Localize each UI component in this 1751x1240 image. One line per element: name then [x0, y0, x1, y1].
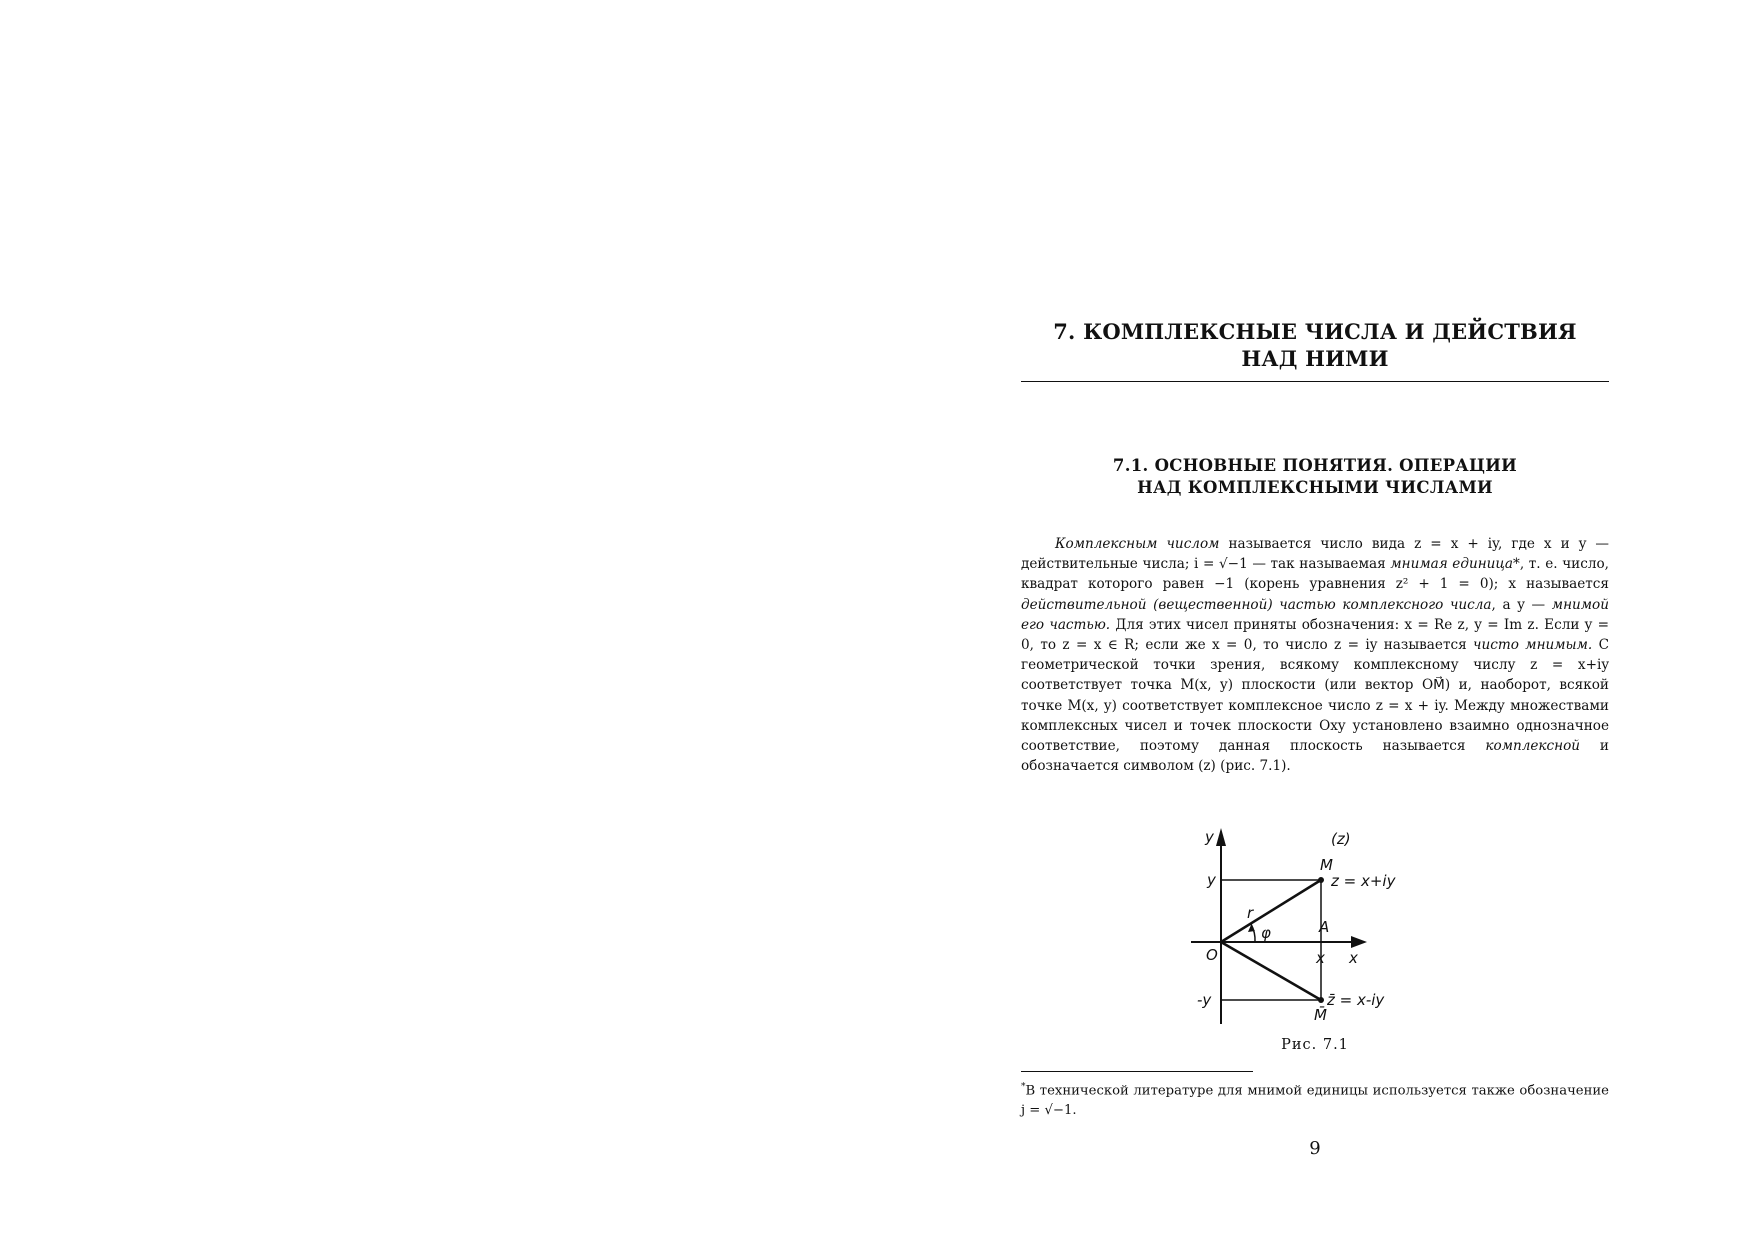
right-page: [1021, 0, 1609, 1240]
term-imaginary-unit: мнимая единица: [1390, 556, 1514, 573]
x-axis-arrow: [1351, 936, 1367, 948]
paragraph-text-4: Для этих чисел приняты обозначения: x = Re z, y = Im z. Если y = 0, то z = x ∈ R; если же x = 0, то число z = iy называется: [1021, 616, 1609, 654]
phi-label: φ: [1261, 924, 1271, 942]
footnote-divider: [1021, 1071, 1253, 1072]
section-title: [1021, 455, 1609, 499]
term-real-part: действительной (вещественной) частью комплексного числа: [1021, 596, 1492, 613]
z-conjugate-label: z̄ = x-iy: [1327, 991, 1385, 1009]
point-m-conjugate-label: M̄: [1314, 1006, 1327, 1024]
term-complex-number: Комплексным числом: [1055, 536, 1220, 552]
y-axis-label: y: [1205, 828, 1214, 846]
complex-plane-diagram: [1181, 822, 1451, 1032]
figure-7-1: [1181, 822, 1451, 1032]
vector-om-conjugate: [1221, 942, 1321, 1000]
vector-om: [1221, 880, 1321, 942]
paragraph-text-5: С геометрической точки зрения, всякому комплексному числу z = x+iy соответствует точка M(x, y) плоскости (или вектор OM⃗) и, наоборот, всякой точке M(x, y) соответствует комплексное число z = x + iy. Между множествами комплексных чисел и точек плоскости Oxy установлено взаимно однозначное соответствие, поэтому данная плоскость называется: [1021, 637, 1609, 755]
point-m-conjugate: [1318, 997, 1324, 1003]
blank-left-page: [0, 0, 860, 1240]
footnote-marker: *: [1021, 1082, 1026, 1092]
paragraph-text-1: называется число вида z = x + iy, где x и y — действительные числа; i = √−1 — так называемая: [1021, 536, 1609, 573]
figure-caption: Рис. 7.1: [1281, 1037, 1349, 1053]
chapter-title-line-2: НАД НИМИ: [1241, 346, 1389, 371]
x-tick-label: x: [1316, 949, 1325, 967]
x-axis-label: x: [1349, 949, 1358, 967]
chapter-title-line-1: 7. КОМПЛЕКСНЫЕ ЧИСЛА И ДЕЙСТВИЯ: [1053, 319, 1577, 344]
footnote-text: В технической литературе для мнимой единицы используется также обозначение j = √−1.: [1021, 1083, 1609, 1119]
paragraph-text-6: и обозначается символом (z) (рис. 7.1).: [1021, 738, 1609, 775]
term-imaginary-part: мнимой его частью.: [1021, 596, 1609, 633]
point-m-label: M: [1320, 856, 1333, 874]
term-complex-plane: комплексной: [1485, 738, 1581, 755]
section-title-line-1: 7.1. ОСНОВНЫЕ ПОНЯТИЯ. ОПЕРАЦИИ: [1112, 456, 1518, 475]
r-label: r: [1247, 904, 1254, 922]
definition-paragraph: [1021, 534, 1609, 776]
y-tick-label: y: [1207, 871, 1216, 889]
point-a-label: A: [1319, 918, 1330, 936]
z-label: z = x+iy: [1331, 872, 1396, 890]
footnote: [1021, 1077, 1609, 1121]
page-number: 9: [1309, 1138, 1321, 1159]
y-axis-arrow: [1216, 828, 1226, 846]
plane-label: (z): [1331, 830, 1351, 848]
section-title-line-2: НАД КОМПЛЕКСНЫМИ ЧИСЛАМИ: [1137, 478, 1493, 497]
chapter-title: [1021, 318, 1609, 372]
neg-y-tick-label: -y: [1197, 991, 1212, 1009]
paragraph-text-2: *, т. е. число, квадрат которого равен −1 (корень уравнения z² + 1 = 0); x называется: [1021, 556, 1609, 593]
point-m: [1318, 877, 1324, 883]
paragraph-text-3: , а y —: [1491, 596, 1552, 613]
origin-label: O: [1206, 946, 1218, 964]
chapter-divider: [1021, 381, 1609, 382]
term-pure-imaginary: чисто мнимым.: [1473, 637, 1593, 654]
